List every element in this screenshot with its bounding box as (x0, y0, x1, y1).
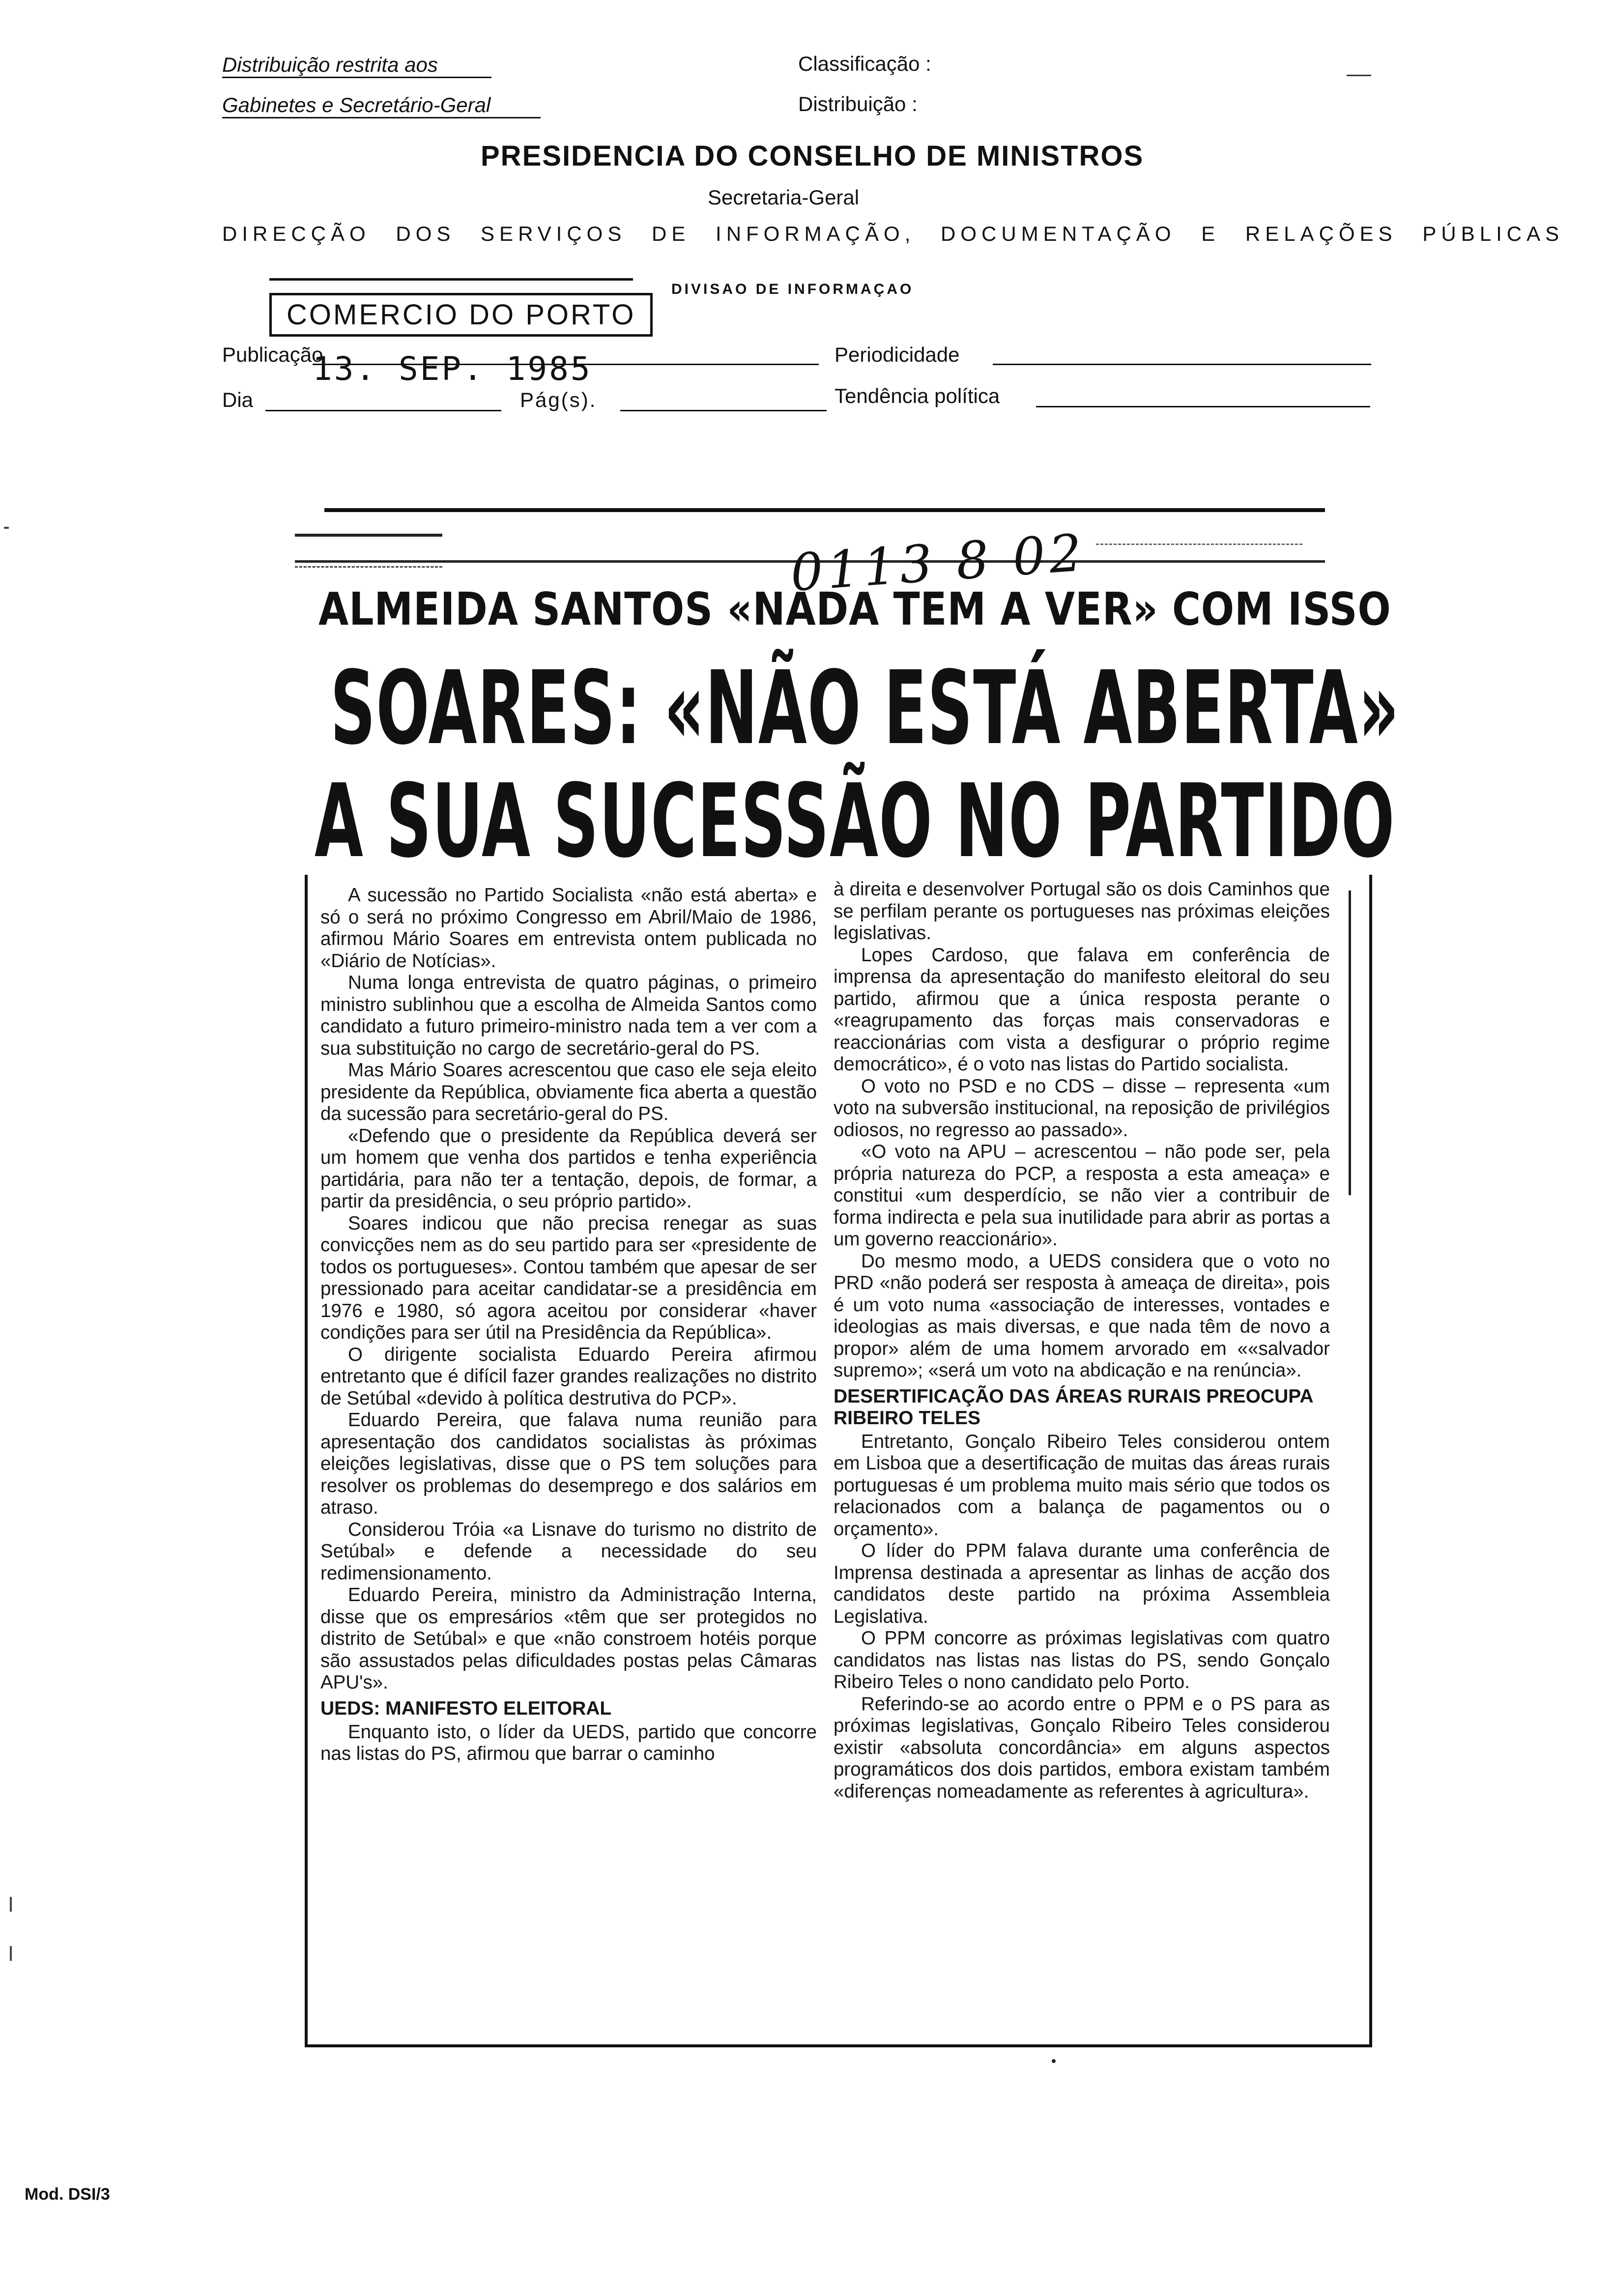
subheading-ueds: UEDS: MANIFESTO ELEITORAL (320, 1697, 612, 1719)
publication-stamp: COMERCIO DO PORTO (269, 293, 653, 337)
paragraph: Entretanto, Gonçalo Ribeiro Teles considerou ontem em Lisboa que a desertificação de muitas das áreas rurais portuguesas é um problema muito mais sério que todos os relacionados com a balança de pagamentos ou o orçamento». (834, 1431, 1330, 1540)
publication-field-line (313, 344, 819, 365)
scan-mark (10, 1897, 12, 1912)
paragraph: O líder do PPM falava durante uma conferência de Imprensa destinada a apresentar as linhas de acção dos candidatos deste partido na próxima Assembleia Legislativa. (834, 1540, 1330, 1627)
frame-right-margin-mark (1349, 890, 1351, 1195)
paragraph: Enquanto isto, o líder da UEDS, partido que concorre nas listas do PS, afirmou que barrar o caminho (320, 1721, 817, 1764)
clipping-top-rule (324, 508, 1325, 512)
scan-mark (4, 527, 9, 529)
distribution-restricted-line1: Distribuição restrita aos (222, 53, 491, 78)
masthead-fragment-right (1096, 531, 1302, 545)
tendency-label: Tendência política (835, 384, 1000, 407)
paragraph: O dirigente socialista Eduardo Pereira afirmou entretanto que é difícil fazer grandes realizações no distrito de Setúbal «devido à política destrutiva do PCP». (320, 1344, 817, 1409)
paragraph: Numa longa entrevista de quatro páginas, o primeiro ministro sublinhou que a escolha de Almeida Santos como candidato a futuro primeiro-ministro nada tem a ver com a sua substituição no cargo de secretário-geral do PS. (320, 972, 817, 1059)
page-title: PRESIDENCIA DO CONSELHO DE MINISTROS (481, 140, 1144, 172)
distribution-restricted-line2: Gabinetes e Secretário-Geral (222, 93, 541, 118)
headline-line2: A SUA SUCESSÃO NO PARTIDO (315, 762, 1395, 880)
day-field-line (265, 390, 501, 411)
header-tick-mark (1347, 75, 1371, 76)
headline-line1: SOARES: «NÃO ESTÁ ABERTA» (330, 649, 1400, 767)
handwritten-reference: 0113 8 02 (788, 522, 1088, 603)
classification-label: Classificação : (798, 52, 931, 75)
paragraph: «O voto na APU – acrescentou – não pode ser, pela própria natureza do PCP, a resposta a esta ameaça» e constitui «um desperdício, se não vier a contribuir de forma indirecta e pela sua inutilidade para abrir as portas a um governo reaccionário». (834, 1141, 1330, 1250)
department-line: DIRECÇÃO DOS SERVIÇOS DE INFORMAÇÃO, DOCUMENTAÇÃO E RELAÇÕES PÚBLICAS (222, 222, 1564, 245)
date-stamp: 13. SEP. 1985 (313, 350, 592, 388)
paragraph: Eduardo Pereira, que falava numa reunião para apresentação dos candidatos socialistas às próximas eleições legislativas, disse que o PS tem soluções para resolver os problemas do desemprego e dos salários em atraso. (320, 1409, 817, 1518)
article-column-2 (834, 879, 1330, 1803)
article-column-1 (320, 885, 817, 1765)
paragraph: Mas Mário Soares acrescentou que caso ele seja eleito presidente da República, obviamente fica aberta a questão da sucessão para secretário-geral do PS. (320, 1060, 817, 1124)
paragraph: à direita e desenvolver Portugal são os dois Caminhos que se perfilam perante os portugueses nas próximas eleições legislativas. (834, 879, 1330, 944)
form-code: Mod. DSI/3 (25, 2185, 110, 2204)
paragraph: Do mesmo modo, a UEDS considera que o voto no PRD «não poderá ser resposta à ameaça de direita», pois é um voto numa «associação de interesses, vontades e ideologias as mais diversas, e que nada têm de novo a propor» além de uma homem arvorado em ««salvador supremo»; «será um voto na abdicação e na renúncia». (834, 1250, 1330, 1381)
paragraph: Lopes Cardoso, que falava em conferência de imprensa da apresentação do manifesto eleitoral do seu partido, afirmou que a única resposta perante o «reagrupamento das forças mais conservadoras e reaccionárias com vista a desfigurar o próprio regime democrático», é o voto nas listas do Partido socialista. (834, 944, 1330, 1075)
stamp-top-rule (269, 278, 633, 281)
paragraph: A sucessão no Partido Socialista «não está aberta» e só o será no próximo Congresso em Abril/Maio de 1986, afirmou Mário Soares em entrevista ontem publicada no «Diário de Notícias». (320, 885, 817, 972)
day-label: Dia (222, 388, 254, 411)
periodicity-field-line (993, 344, 1371, 365)
paragraph: Eduardo Pereira, ministro da Administração Interna, disse que os empresários «têm que ser protegidos no distrito de Setúbal» e que «não constroem hotéis porque são assustados pelas dificuldades postas pelas Câmaras APU's». (320, 1584, 817, 1693)
paragraph: Referindo-se ao acordo entre o PPM e o PS para as próximas legislativas, Gonçalo Ribeiro Teles considerou existir «absoluta concordância» em alguns aspectos programáticos dos dois partidos, embora existam também «diferenças nomeadamente as referentes à agricultura». (834, 1693, 1330, 1802)
periodicity-label: Periodicidade (835, 343, 960, 366)
paragraph: «Defendo que o presidente da República deverá ser um homem que venha dos partidos e tenha experiência partidária, para não ter a tentação, depois, de formar, a partir da presidência, o seu próprio partido». (320, 1125, 817, 1212)
publication-label: Publicação (222, 343, 323, 366)
pages-field-line (620, 390, 827, 411)
pages-label: Pág(s). (520, 388, 597, 411)
scan-dot (1052, 2059, 1056, 2063)
article-kicker: ALMEIDA SANTOS «NADA TEM A VER» COM ISSO (318, 583, 1391, 635)
paragraph: Soares indicou que não precisa renegar as suas convicções nem as do seu partido para ser «presidente de todos os portugueses». Contou também que apesar de ser pressionado para aceitar candidatar-se a presidência em 1976 e 1980, só agora aceitou por considerar «haver condições para ser útil na Presidência da República». (320, 1212, 817, 1343)
paragraph: O voto no PSD e no CDS – disse – representa «um voto na subversão institucional, na reposição de privilégios odiosos, no regresso ao passado». (834, 1075, 1330, 1141)
page-subtitle: Secretaria-Geral (708, 186, 860, 209)
division-label: DIVISAO DE INFORMAÇAO (671, 281, 914, 297)
tendency-field-line (1036, 386, 1370, 407)
distribution-label: Distribuição : (798, 92, 918, 115)
paragraph: Considerou Tróia «a Lisnave do turismo no distrito de Setúbal» e defende a necessidade do seu redimensionamento. (320, 1519, 817, 1584)
scan-mark (10, 1946, 12, 1961)
subheading-desertification: DESERTIFICAÇÃO DAS ÁREAS RURAIS PREOCUPA RIBEIRO TELES (834, 1385, 1313, 1429)
paragraph: O PPM concorre as próximas legislativas com quatro candidatos nas listas nas listas do PS, sendo Gonçalo Ribeiro Teles o nono candidato pelo Porto. (834, 1628, 1330, 1693)
